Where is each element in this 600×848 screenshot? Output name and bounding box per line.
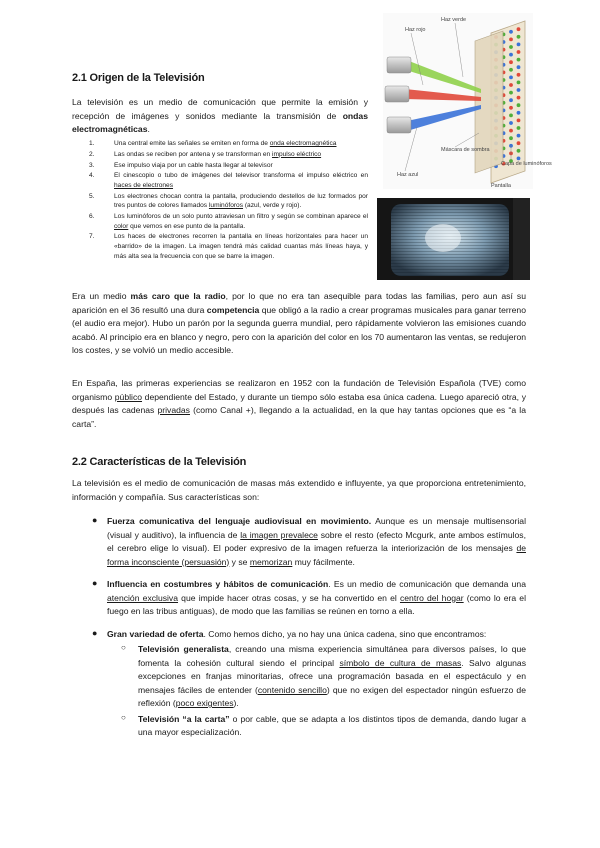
label-phosphor-layer: Capa de luminóforos [501,161,552,167]
bullet-icon: ● [92,515,98,525]
list-item: 3. Ese impulso viaja por un cable hasta llegar al televisor [89,161,273,169]
scanline [391,206,509,207]
phosphor-dot [517,58,521,62]
phosphor-dot [509,38,513,42]
phosphor-dot [517,81,521,85]
list-item: ● Gran variedad de oferta. Como hemos dicho, ya no hay una única cadena, sino que encontramos: ○ Televisión generalista, creando una misma experiencia simultánea para diversos países, lo que fomenta la cohesión cultural siendo el principal símbolo de cultura de masas. Salvo algunas excepciones en franjas minoritarias, ofrece una programación basada en el espectáculo y en mensajes fáciles de entender (contenido sencillo) que no exigen del espectador ningún esfuerzo de reflexión (poco exigentes). ○ Televisión “a la carta” o por cable, que se adapta a los distintos tipos de demanda, dando lugar a una mayor especialización. [72,628,526,740]
tv-types-list [107,643,526,740]
label-green-beam: Haz verde [441,17,467,23]
phosphor-dot [509,114,513,118]
list-item: 4. El cinescopio o tubo de imágenes del televisor transforma el impulso eléctrico en haces de electrones [89,172,368,189]
phosphor-dot [509,45,513,49]
bullet-icon: ● [92,578,98,588]
list-item: 1. Una central emite las señales se emiten en forma de onda electromagnética [89,140,337,147]
scanline [391,218,509,219]
phosphor-dot [517,96,521,100]
section-2-title: 2.2 Características de la Televisión [72,456,247,468]
phosphor-dot [517,43,521,47]
scanline [391,275,509,276]
bullet-icon: ● [92,627,98,638]
list-item: 5. Los electrones chocan contra la pantalla, produciendo destellos de luz formados por tres puntos de colores llamados luminóforos (azul, verde y rojo). [89,192,368,210]
phosphor-dot [517,119,521,123]
section-1-paragraph-2: Era un medio más caro que la radio, por lo que no era tan asequible para todas las familias, pero aun así su aparición en el 36 resultó una dura competencia que obligó a la radio a crear programas musicales para ganar terreno (el audio era mejor). Hubo un parón por la segunda guerra mundial, pero rápidamente volvieron las emisiones cuando acabó. Al principio era en blanco y negro, pero con la aparición del color en los 70 aumentaron las ventas, se redujeron los costes, y se volvió un medio accesible. [72,291,526,355]
phosphor-dot [517,134,521,138]
crt-diagram [383,13,552,189]
phosphor-dot [509,76,513,80]
transmission-steps-list [89,139,368,262]
television-photo [377,198,530,280]
scanline [391,257,509,258]
phosphor-dot [509,83,513,87]
phosphor-dot [517,141,521,145]
scanline [391,272,509,273]
phosphor-dot [509,30,513,34]
list-item: 7. Los haces de electrones recorren la pantalla en líneas horizontales para hacer un «barrido» de la imagen. La imagen tendrá más calidad cuantas más líneas haya, y más alta sea la frecuencia con que se barre la imagen. [89,233,368,260]
list-item: ○ Televisión generalista, creando una misma experiencia simultánea para diversos países, lo que fomenta la cohesión cultural siendo el principal símbolo de cultura de masas. Salvo algunas excepciones en franjas minoritarias, ofrece una programación basada en el espectáculo y en mensajes fáciles de entender (contenido sencillo) que no exigen del espectador ningún esfuerzo de reflexión (poco exigentes). [121,643,527,708]
phosphor-dot [517,35,521,39]
label-blue-beam: Haz azul [397,172,419,178]
scanline [391,254,509,255]
section-1-title: 2.1 Origen de la Televisión [72,72,205,84]
television-screen-illustration [377,198,530,280]
crt-diagram-illustration [383,13,552,189]
phosphor-dot [517,103,521,107]
phosphor-dot [509,121,513,125]
scanline [391,221,509,222]
phosphor-dot [517,126,521,130]
phosphor-dot [509,98,513,102]
phosphor-dot [517,73,521,77]
list-item: ● Influencia en costumbres y hábitos de comunicación. Es un medio de comunicación que demanda una atención exclusiva que impide hacer otras cosas, y se ha convertido en el centro del hogar (como lo era el fuego en las tribus antiguas), de modo que las familias se reúnen en torno a ella. [92,578,526,616]
label-red-beam: Haz rojo [405,27,426,33]
phosphor-dot [509,136,513,140]
scanline [391,224,509,225]
section-2-intro: La televisión es el medio de comunicación de masas más extendido e influyente, ya que proporciona entretenimiento, información y compañía. Sus características son: [72,478,526,502]
phosphor-dot [509,129,513,133]
scanline [391,260,509,261]
section-1-intro: La televisión es un medio de comunicación que permite la emisión y recepción de imágenes y sonidos mediante la transmisión de ondas electromagnéticas. [72,97,368,134]
phosphor-dot [509,91,513,95]
phosphor-dot [509,53,513,57]
scanline [391,263,509,264]
phosphor-dot [517,65,521,69]
circle-bullet-icon: ○ [121,643,126,652]
list-item: ● Fuerza comunicativa del lenguaje audiovisual en movimiento. Aunque es un mensaje multisensorial (visual y auditivo), la influencia de la imagen prevalece sobre el resto (efecto Mcgurk, ante ambos estímulos, el cerebro elige lo visual). El poder expresivo de la imagen refuerza la interiorización de los mensajes de forma inconsciente (persuasión) y se memorizan muy fácilmente. [92,515,526,567]
characteristics-list [72,515,526,749]
list-item: ○ Televisión “a la carta” o por cable, que se adapta a los distintos tipos de demanda, dando lugar a una mayor especialización. [121,712,526,737]
phosphor-dot [517,50,521,54]
scanline [391,266,509,267]
phosphor-dot [509,106,513,110]
list-item: 6. Los luminóforos de un solo punto atraviesan un filtro y según se combinan aparece el color que vemos en ese punto de la pantalla. [89,213,368,230]
scanline [391,209,509,210]
scanline [391,269,509,270]
phosphor-dot [517,157,521,161]
phosphor-dot [517,27,521,31]
phosphor-dot [509,60,513,64]
list-item: 2. Las ondas se reciben por antena y se transforman en impulso eléctrico [89,150,322,158]
circle-bullet-icon: ○ [121,712,126,722]
phosphor-dot [509,68,513,72]
phosphor-dot [517,111,521,115]
phosphor-dot [517,149,521,153]
scanline [391,215,509,216]
label-shadow-mask: Máscara de sombra [441,147,490,153]
scanline [391,251,509,252]
section-1-paragraph-3: En España, las primeras experiencias se realizaron en 1952 con la fundación de Televisión Española (TVE) como organismo público dependiente del Estado, y durante un tiempo sólo estaba esa única cadena. Luego apareció otra, y después las cadenas privadas (como Canal +), llegando a la actualidad, en la que hay tantas opciones que es “a la carta”. [72,378,527,429]
phosphor-dot [517,88,521,92]
scanline [391,212,509,213]
label-screen: Pantalla [491,183,511,189]
